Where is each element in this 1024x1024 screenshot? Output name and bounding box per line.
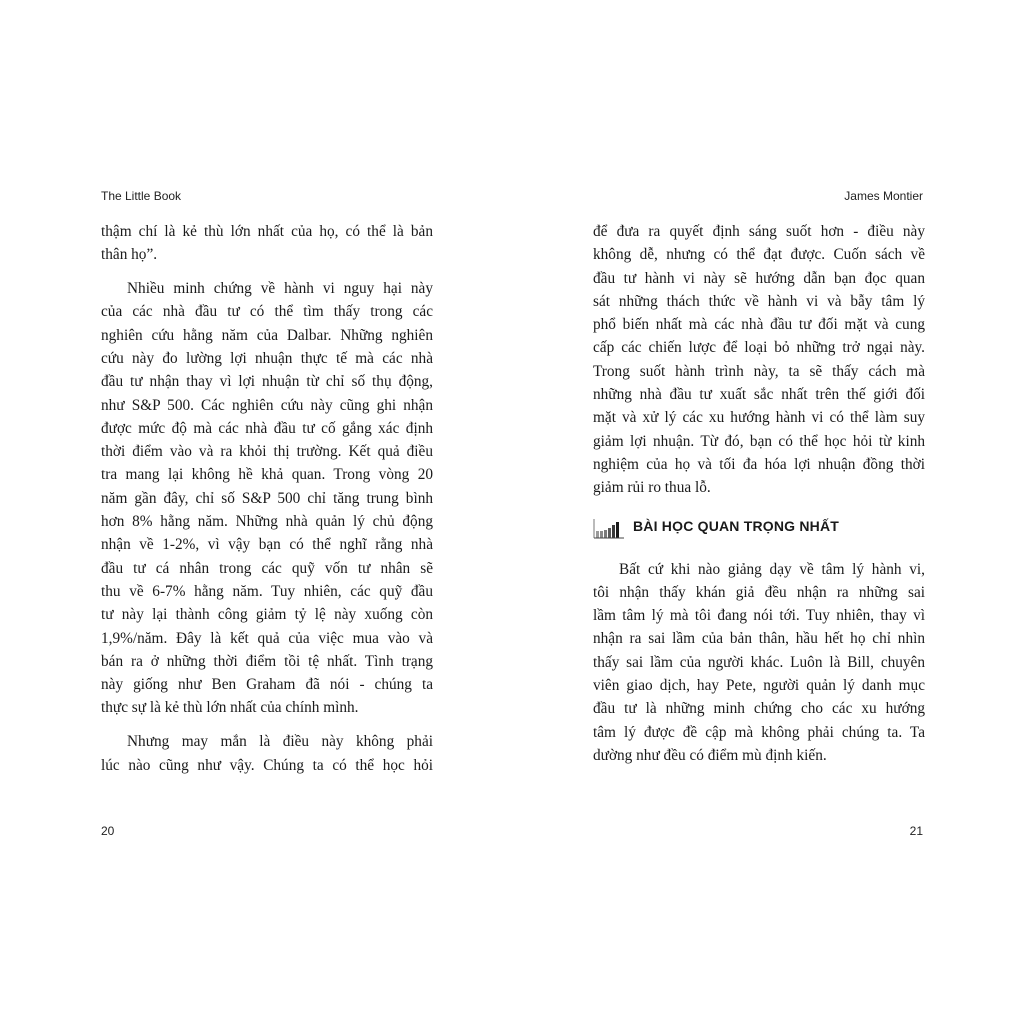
text-line: Trong suốt hành trình này, ta sẽ thấy cách mà xyxy=(593,362,925,380)
text-line: đầu tư hành vi này sẽ hướng dẫn bạn đọc quan xyxy=(593,269,925,287)
text-line: giảm rủi ro thua lỗ. xyxy=(593,479,711,497)
left-page-body xyxy=(101,220,433,777)
text-line: Bất cứ khi nào giảng dạy về tâm lý hành vi, xyxy=(619,560,925,578)
text-line: Nhiều minh chứng về hành vi nguy hại này xyxy=(127,280,433,298)
text-line: viên giao dịch, hay Pete, người quản lý danh mục xyxy=(593,677,925,695)
text-line: tâm lý được đề cập mà không phải chúng ta. Ta xyxy=(593,723,925,741)
text-line: thân họ”. xyxy=(101,246,158,264)
text-line: cấp các chiến lược để loại bỏ những trở ngại này. xyxy=(593,339,925,357)
text-line: thời điểm vào và ra khỏi thị trường. Kết quả điều xyxy=(101,443,433,461)
text-line: nghiệm của họ và tối đa hóa lợi nhuận đồng thời xyxy=(593,455,925,473)
text-line: những nhà đầu tư xuất sắc nhất trên thế giới đối xyxy=(593,386,925,404)
text-line: đầu tư cá nhân trong các quỹ vốn tư nhân sẽ xyxy=(101,559,433,577)
text-line: giảm lợi nhuận. Từ đó, bạn có thể học hỏi từ kinh xyxy=(593,432,925,450)
paragraph xyxy=(593,558,925,768)
text-line: lầm tâm lý mà tôi đang nói tới. Tuy nhiên, thay vì xyxy=(593,607,925,625)
right-page xyxy=(512,0,1024,1024)
text-line: Nhưng may mắn là điều này không phải xyxy=(127,733,433,751)
text-line: năm gần đây, chỉ số S&P 500 chỉ tăng trung bình xyxy=(101,489,433,507)
text-line: để đưa ra quyết định sáng suốt hơn - điều này xyxy=(593,223,925,240)
text-line: được mức độ mà các nhà đầu tư cố gắng xác định xyxy=(101,419,433,437)
running-head-left: The Little Book xyxy=(101,189,182,203)
text-line: hơn 8% hằng năm. Những nhà quản lý chủ động xyxy=(101,513,433,531)
paragraph xyxy=(101,220,433,267)
text-line: thậm chí là kẻ thù lớn nhất của họ, có thể là bản xyxy=(101,223,433,240)
text-line: nghiên cứu hằng năm của Dalbar. Những nghiên xyxy=(101,326,433,344)
text-line: cứu này đo lường lợi nhuận thực tế mà các nhà xyxy=(101,349,433,367)
text-line: đầu tư nhận thay vì lợi nhuận từ chỉ số thụ động, xyxy=(101,373,433,391)
text-line: phổ biến nhất mà các nhà đầu tư đối mặt và cung xyxy=(593,316,925,334)
text-line: thực sự là kẻ thù lớn nhất của chính mình. xyxy=(101,699,359,717)
text-line: 1,9%/năm. Đây là kết quả của việc mua vào và xyxy=(101,629,433,647)
text-line: thu về 6-7% hằng năm. Tuy nhiên, các quỹ đầu xyxy=(101,582,433,600)
right-page-body xyxy=(593,220,925,767)
paragraph xyxy=(101,730,433,777)
text-line: sát những thách thức về hành vi và bẫy tâm lý xyxy=(593,292,925,310)
text-line: nhận về 1-2%, vì vậy bạn có thể nghĩ rằng nhà xyxy=(101,536,433,554)
running-head-right: James Montier xyxy=(844,189,923,203)
text-line: dường như đều có điểm mù định kiến. xyxy=(593,746,827,764)
text-line: tra mang lại không hề khả quan. Trong vòng 20 xyxy=(101,466,433,484)
text-line: nhận ra sai lầm của bản thân, hầu hết họ chỉ nhìn xyxy=(593,630,925,648)
text-line: này giống như Ben Graham đã nói - chúng ta xyxy=(101,676,433,694)
paragraph xyxy=(101,277,433,720)
bar-chart-icon xyxy=(593,517,625,539)
text-line: của các nhà đầu tư có thể tìm thấy trong các xyxy=(101,303,433,321)
section-title: BÀI HỌC QUAN TRỌNG NHẤT xyxy=(633,517,840,534)
page-number-right: 21 xyxy=(909,824,923,838)
text-line: không dễ, nhưng có thể đạt được. Cuốn sách về xyxy=(593,246,925,264)
text-line: mặt và xử lý các xu hướng hành vi có thể làm suy xyxy=(593,409,925,427)
text-line: đầu tư là những minh chứng cho các xu hướng xyxy=(593,700,925,718)
section-heading xyxy=(593,510,925,544)
text-line: như S&P 500. Các nghiên cứu này cũng ghi nhận xyxy=(101,396,433,414)
text-line: lúc nào cũng như vậy. Chúng ta có thể học hỏi xyxy=(101,756,433,774)
text-line: thấy sai lầm của người khác. Luôn là Bill, chuyên xyxy=(593,653,925,671)
text-line: tôi nhận thấy khán giả đều nhận ra những sai xyxy=(593,583,925,601)
page-number-left: 20 xyxy=(101,824,115,838)
text-line: tư này lại thành công giảm tỷ lệ này xuống còn xyxy=(101,606,433,624)
text-line: bán ra ở những thời điểm tồi tệ nhất. Tình trạng xyxy=(101,652,433,670)
paragraph xyxy=(593,220,925,500)
